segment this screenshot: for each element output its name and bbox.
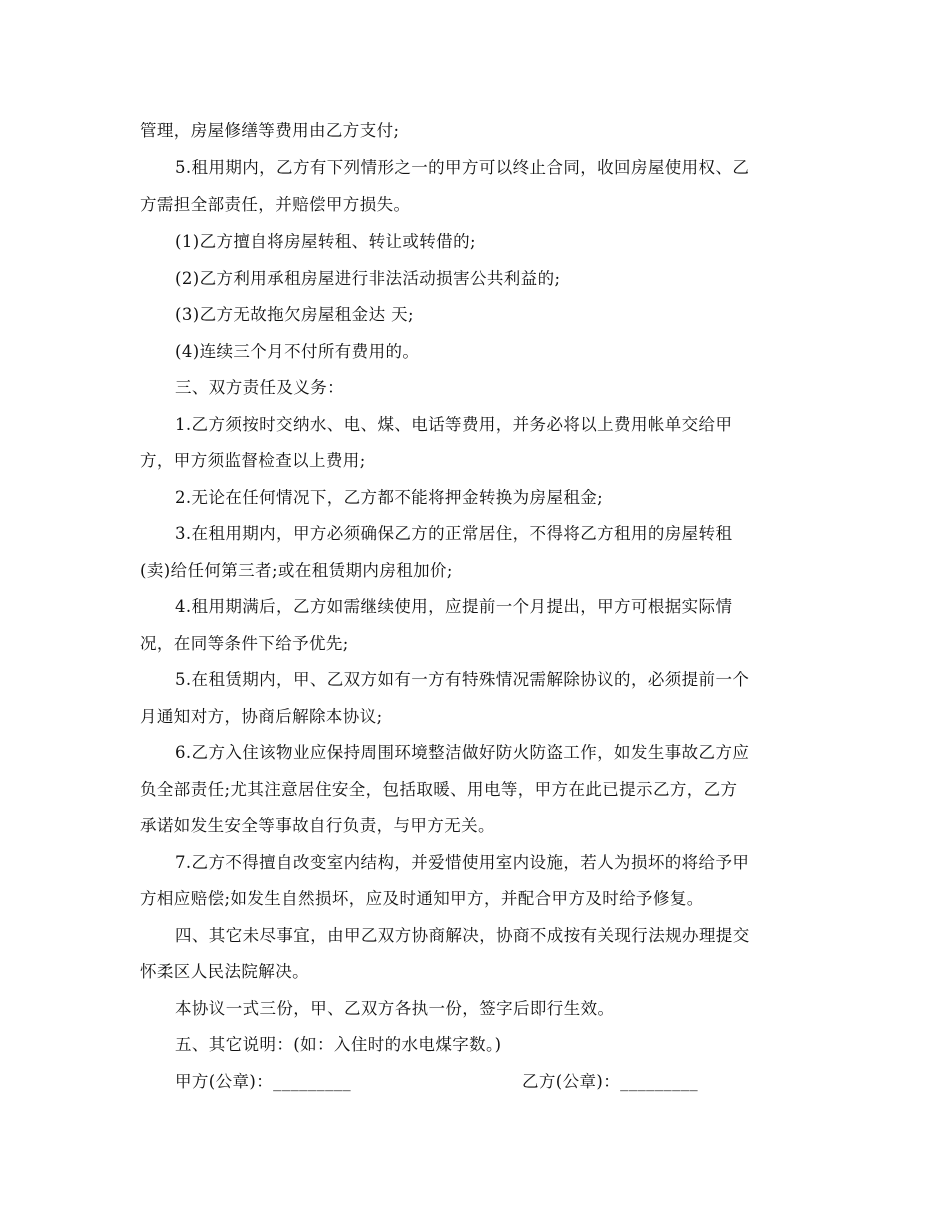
- text-line: 况，在同等条件下给予优先;: [140, 634, 349, 653]
- text-line: (1)乙方擅自将房屋转租、转让或转借的;: [175, 232, 476, 251]
- text-line: 方相应赔偿;如发生自然损坏，应及时通知甲方，并配合甲方及时给予修复。: [140, 889, 704, 908]
- text-line: 怀柔区人民法院解决。: [140, 962, 309, 981]
- party-b-signature: 乙方(公章)：_________: [522, 1072, 699, 1091]
- text-line: 1.乙方须按时交纳水、电、煤、电话等费用，并务必将以上费用帐单交给甲: [175, 415, 733, 434]
- text-line: 5.租用期内，乙方有下列情形之一的甲方可以终止合同，收回房屋使用权、乙: [175, 158, 750, 177]
- text-line: 管理，房屋修缮等费用由乙方支付;: [140, 121, 400, 140]
- text-line: 本协议一式三份，甲、乙双方各执一份，签字后即行生效。: [175, 999, 615, 1018]
- text-line: 2.无论在任何情况下，乙方都不能将押金转换为房屋租金;: [175, 488, 604, 507]
- text-line: 6.乙方入住该物业应保持周围环境整洁做好防火防盗工作，如发生事故乙方应: [175, 743, 750, 762]
- party-a-signature: 甲方(公章)：_________: [175, 1072, 352, 1091]
- text-line: 方需担全部责任，并赔偿甲方损失。: [140, 195, 411, 214]
- text-line: 负全部责任;尤其注意居住安全，包括取暖、用电等，甲方在此已提示乙方，乙方: [140, 780, 738, 799]
- text-line: 承诺如发生安全等事故自行负责，与甲方无关。: [140, 816, 495, 835]
- text-line: 4.租用期满后，乙方如需继续使用，应提前一个月提出，甲方可根据实际情: [175, 597, 733, 616]
- section-heading: 三、双方责任及义务：: [175, 378, 344, 397]
- section-heading: 四、其它未尽事宜，由甲乙双方协商解决，协商不成按有关现行法规办理提交: [175, 926, 750, 945]
- text-line: 7.乙方不得擅自改变室内结构，并爱惜使用室内设施，若人为损坏的将给予甲: [175, 853, 750, 872]
- text-line: 3.在租用期内，甲方必须确保乙方的正常居住，不得将乙方租用的房屋转租: [175, 524, 733, 543]
- text-line: 月通知对方，协商后解除本协议;: [140, 707, 383, 726]
- text-line: (2)乙方利用承租房屋进行非法活动损害公共利益的;: [175, 269, 561, 288]
- text-line: (卖)给任何第三者;或在租赁期内房租加价;: [140, 561, 453, 580]
- text-line: 5.在租赁期内，甲、乙双方如有一方有特殊情况需解除协议的，必须提前一个: [175, 670, 750, 689]
- text-line: (4)连续三个月不付所有费用的。: [175, 342, 420, 361]
- text-line: (3)乙方无故拖欠房屋租金达 天;: [175, 305, 414, 324]
- section-heading: 五、其它说明：(如：入住时的水电煤字数。): [175, 1035, 502, 1054]
- text-line: 方，甲方须监督检查以上费用;: [140, 451, 366, 470]
